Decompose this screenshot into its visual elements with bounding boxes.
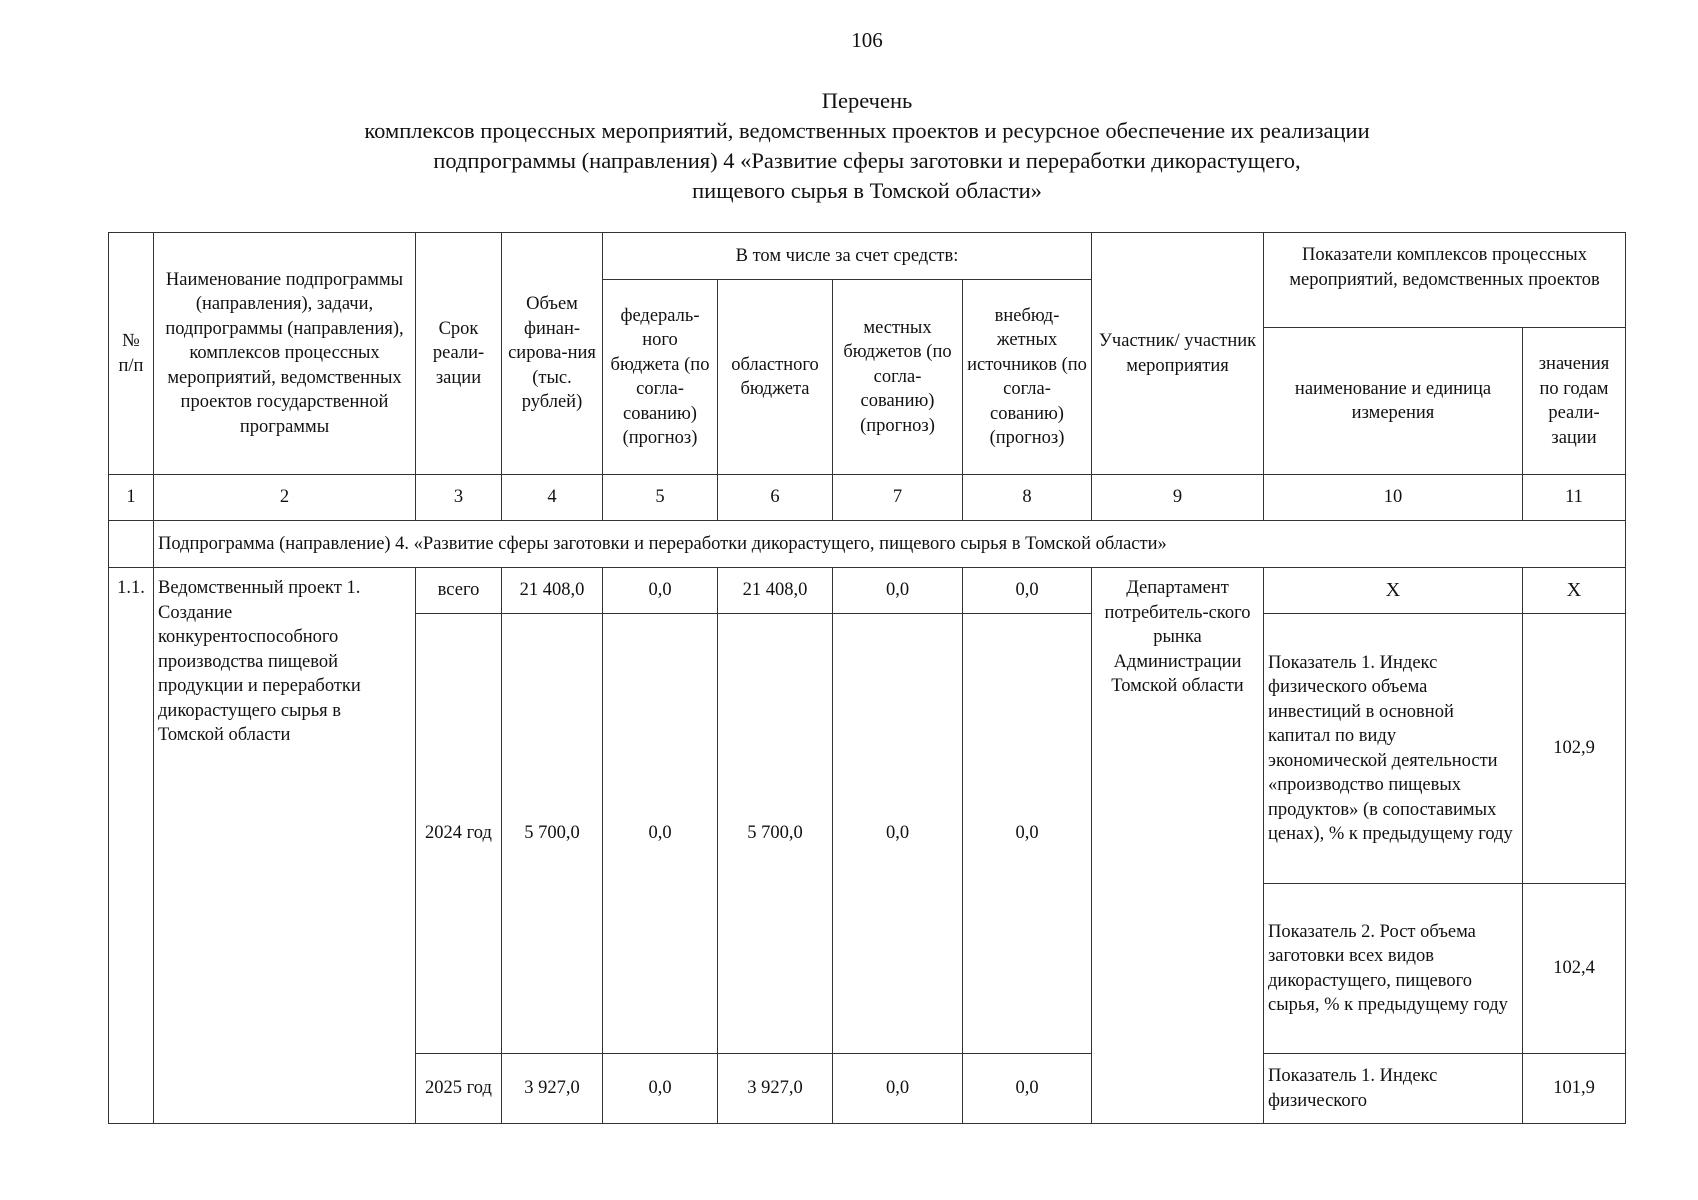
column-number: 9	[1092, 475, 1264, 521]
federal-total: 0,0	[603, 568, 718, 614]
column-number: 8	[963, 475, 1092, 521]
header-name: Наименование подпрограммы (направления), задачи, подпрограммы (направления), комплексов процессных мероприятий, ведомственных проектов государственной программы	[154, 233, 416, 475]
header-federal: федераль-ного бюджета (по согла-сованию) (прогноз)	[603, 280, 718, 475]
column-number: 10	[1264, 475, 1523, 521]
indicator-2024-1-name: Показатель 1. Индекс физического объема инвестиций в основной капитал по виду экономической деятельности «производство пищевых продуктов» (в сопоставимых ценах), % к предыдущему году	[1264, 614, 1523, 884]
term-2024: 2024 год	[416, 614, 502, 1054]
title-line-3: подпрограммы (направления) 4 «Развитие сферы заготовки и переработки дикорастущего,	[433, 148, 1301, 173]
column-number: 3	[416, 475, 502, 521]
column-number: 7	[833, 475, 963, 521]
federal-2025: 0,0	[603, 1054, 718, 1124]
project-num: 1.1.	[109, 568, 154, 1124]
header-regional: областного бюджета	[718, 280, 833, 475]
term-total: всего	[416, 568, 502, 614]
header-indicator-values: значения по годам реали-зации	[1523, 328, 1626, 475]
document-title	[0, 86, 1698, 206]
column-numbers-row	[109, 475, 1626, 521]
page-number: 106	[851, 28, 883, 52]
term-2025: 2025 год	[416, 1054, 502, 1124]
header-participant: Участник/ участник мероприятия	[1092, 233, 1264, 475]
indicator-value-total: Х	[1523, 568, 1626, 614]
column-number: 2	[154, 475, 416, 521]
volume-total: 21 408,0	[502, 568, 603, 614]
federal-2024: 0,0	[603, 614, 718, 1054]
header-extrabudget: внебюд-жетных источников (по согла-сованию) (прогноз)	[963, 280, 1092, 475]
header-funds-group: В том числе за счет средств:	[603, 233, 1092, 280]
column-number: 5	[603, 475, 718, 521]
local-total: 0,0	[833, 568, 963, 614]
local-2024: 0,0	[833, 614, 963, 1054]
header-volume: Объем финан-сирова-ния (тыс. рублей)	[502, 233, 603, 475]
extrabudget-total: 0,0	[963, 568, 1092, 614]
local-2025: 0,0	[833, 1054, 963, 1124]
header-local: местных бюджетов (по согла-сованию) (прогноз)	[833, 280, 963, 475]
subprogram-title: Подпрограмма (направление) 4. «Развитие сферы заготовки и переработки дикорастущего, пищевого сырья в Томской области»	[154, 521, 1626, 568]
regional-2024: 5 700,0	[718, 614, 833, 1054]
indicator-2025-1-value: 101,9	[1523, 1054, 1626, 1124]
table-row-total	[109, 568, 1626, 614]
regional-total: 21 408,0	[718, 568, 833, 614]
title-line-4: пищевого сырья в Томской области»	[692, 178, 1042, 203]
volume-2025: 3 927,0	[502, 1054, 603, 1124]
subprogram-num-cell	[109, 521, 154, 568]
indicator-2024-1-value: 102,9	[1523, 614, 1626, 884]
indicator-name-total: Х	[1264, 568, 1523, 614]
participant: Департамент потребитель-ского рынка Администрации Томской области	[1092, 568, 1264, 1124]
column-number: 6	[718, 475, 833, 521]
resources-table	[108, 232, 1626, 1124]
header-num: № п/п	[109, 233, 154, 475]
title-line-2: комплексов процессных мероприятий, ведомственных проектов и ресурсное обеспечение их реализации	[364, 118, 1370, 143]
indicator-2024-2-name: Показатель 2. Рост объема заготовки всех видов дикорастущего, пищевого сырья, % к предыдущему году	[1264, 884, 1523, 1054]
column-number: 4	[502, 475, 603, 521]
project-name: Ведомственный проект 1. Создание конкурентоспособного производства пищевой продукции и переработки дикорастущего сырья в Томской области	[154, 568, 416, 1124]
regional-2025: 3 927,0	[718, 1054, 833, 1124]
header-indicators-group: Показатели комплексов процессных мероприятий, ведомственных проектов	[1264, 233, 1626, 328]
indicator-2025-1-name: Показатель 1. Индекс физического	[1264, 1054, 1523, 1124]
column-number: 11	[1523, 475, 1626, 521]
indicator-2024-2-value: 102,4	[1523, 884, 1626, 1054]
volume-2024: 5 700,0	[502, 614, 603, 1054]
title-line-1: Перечень	[821, 88, 913, 113]
extrabudget-2024: 0,0	[963, 614, 1092, 1054]
header-indicator-name: наименование и единица измерения	[1264, 328, 1523, 475]
subprogram-row	[109, 521, 1626, 568]
column-number: 1	[109, 475, 154, 521]
extrabudget-2025: 0,0	[963, 1054, 1092, 1124]
header-term: Срок реали-зации	[416, 233, 502, 475]
